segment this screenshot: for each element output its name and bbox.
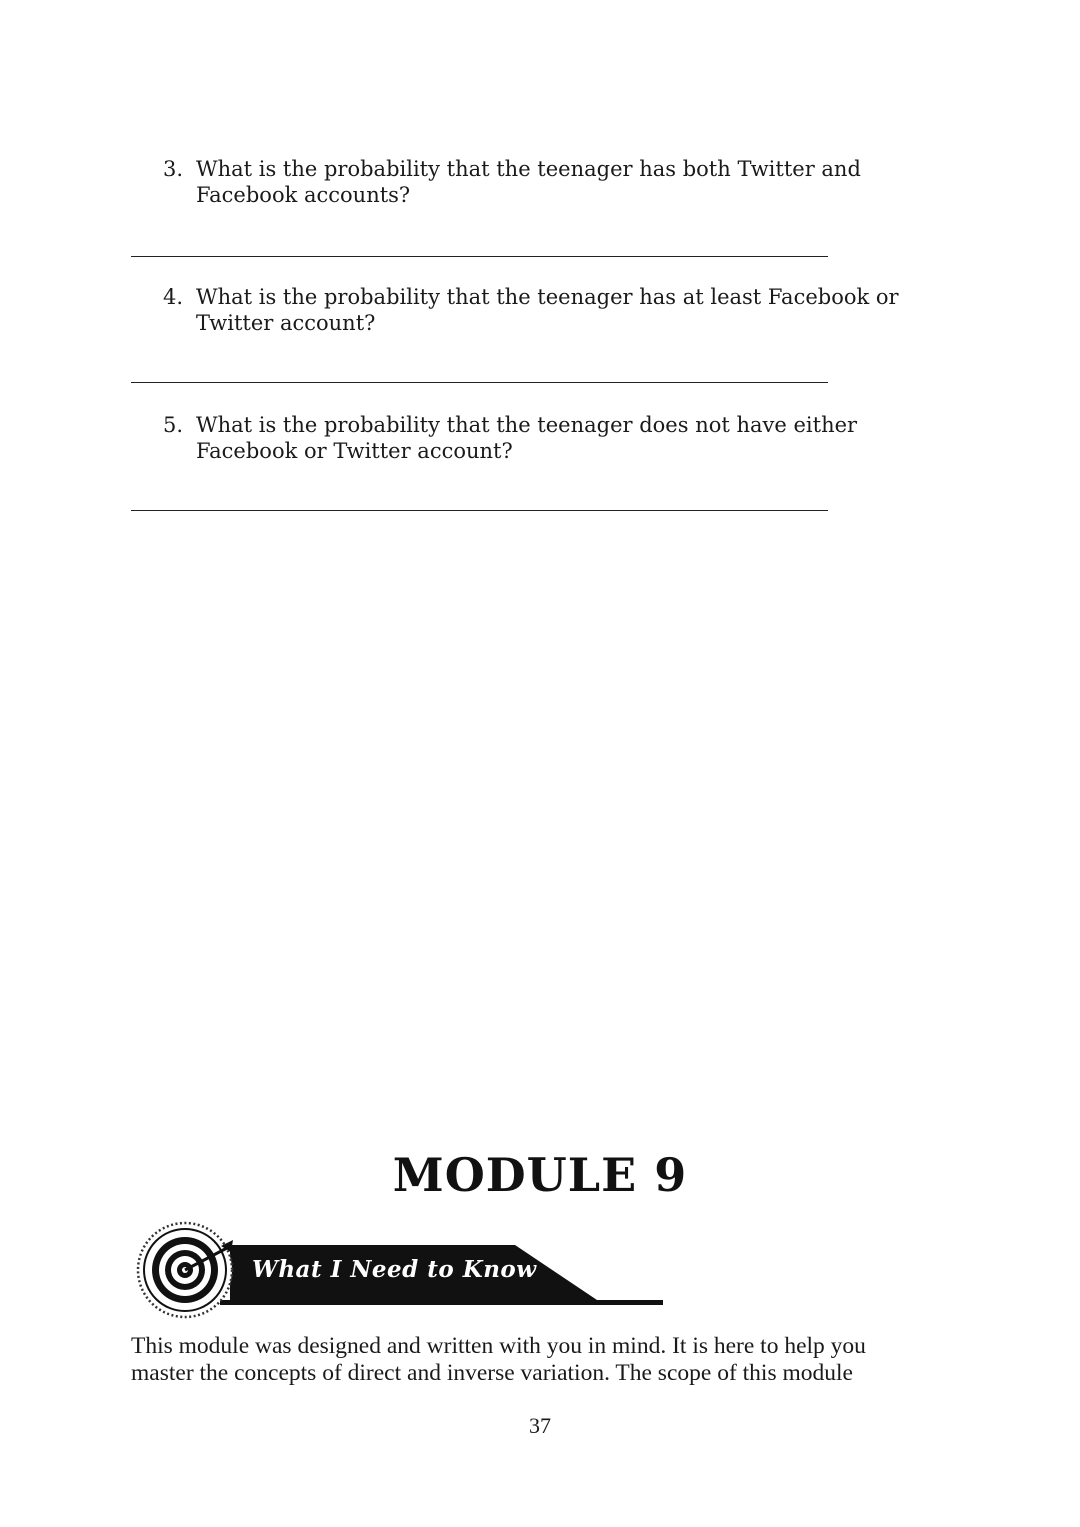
question-number: 3. [163,157,184,181]
question-3 [163,156,923,208]
banner-label: What I Need to Know [252,1256,537,1283]
question-text: What is the probability that the teenager has both Twitter and Facebook accounts? [196,157,861,207]
question-number: 5. [163,413,184,437]
question-5 [163,412,923,464]
question-text: What is the probability that the teenager does not have either Facebook or Twitter account? [196,413,858,463]
answer-line-4[interactable] [131,382,828,383]
target-dart-icon [138,1223,233,1317]
question-4 [163,284,923,336]
section-banner [135,1218,670,1323]
module-title: MODULE 9 [392,1148,688,1202]
question-text: What is the probability that the teenager has at least Facebook or Twitter account? [196,285,899,335]
body-paragraph: This module was designed and written with you in mind. It is here to help you master the concepts of direct and inverse variation. The scope of this module [131,1333,866,1386]
page-number: 37 [529,1413,551,1438]
question-number: 4. [163,285,184,309]
answer-line-5[interactable] [131,510,828,511]
answer-line-3[interactable] [131,256,828,257]
